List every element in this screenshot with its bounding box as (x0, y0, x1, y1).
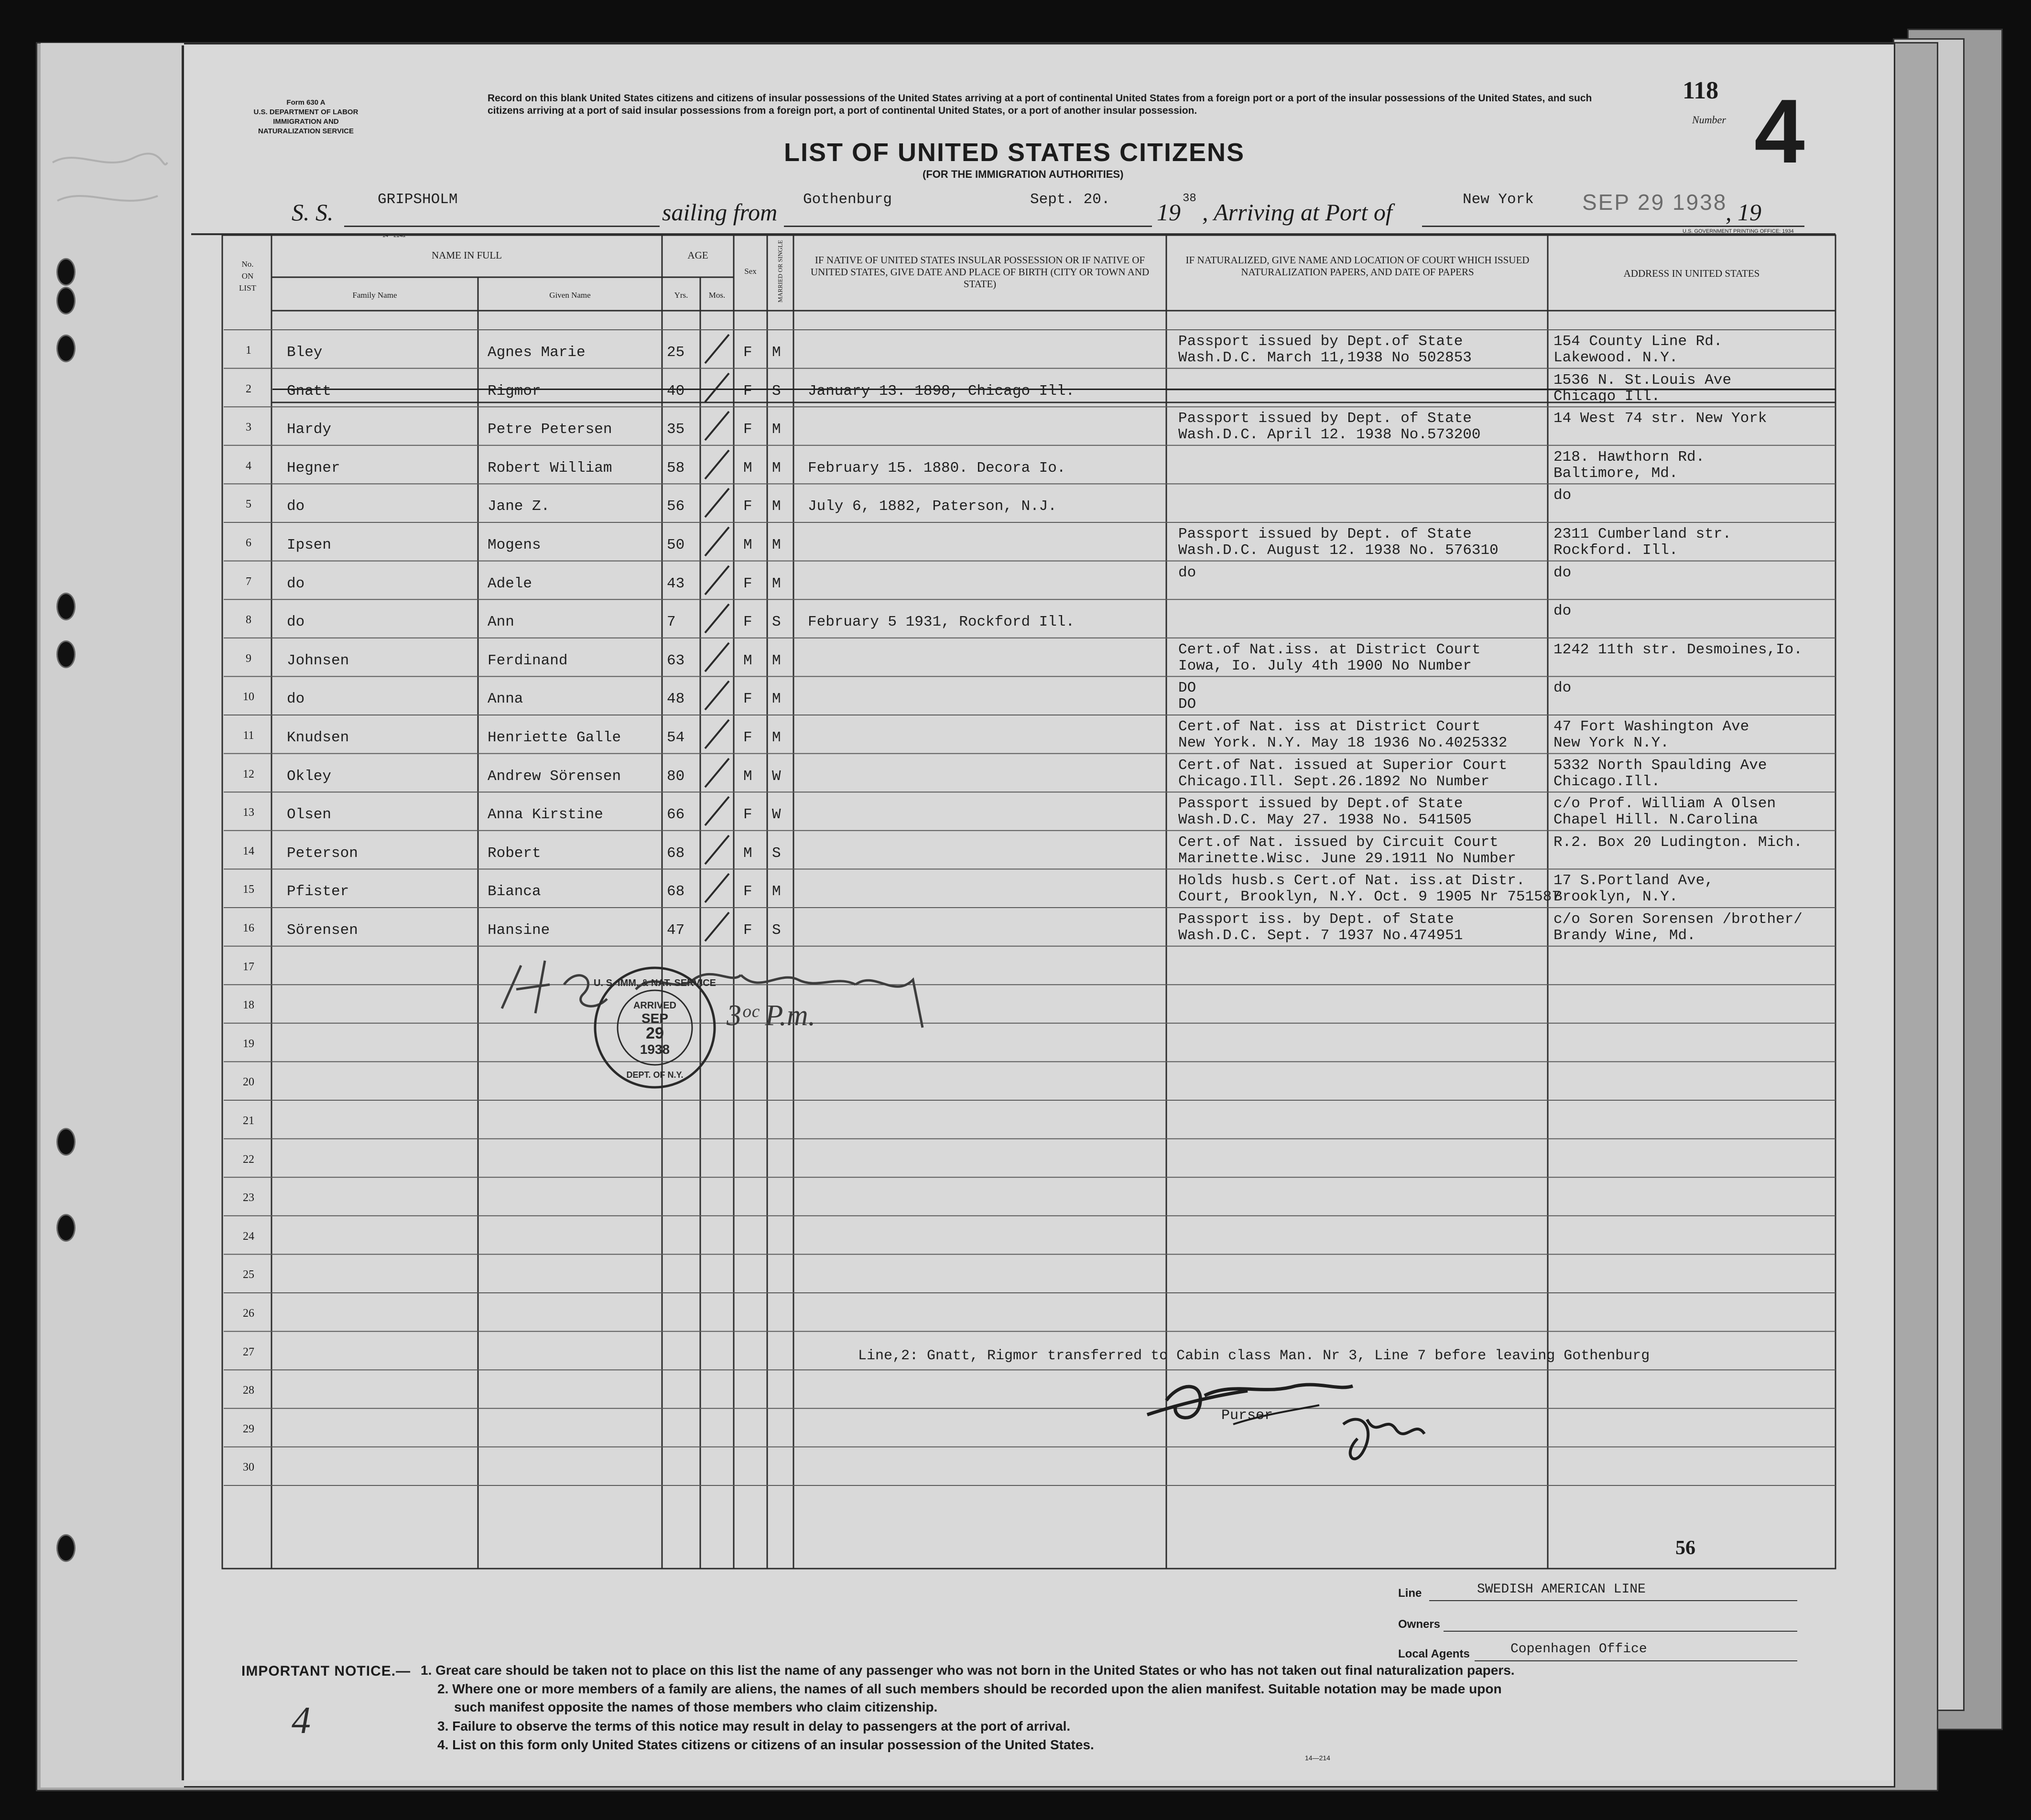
sex: F (743, 575, 752, 592)
notice-3: 3. Failure to observe the terms of this notice may result in delay to passengers at the port of arrival. (437, 1719, 1071, 1733)
notice-2-cont: such manifest opposite the names of those members who claim citizenship. (454, 1700, 938, 1714)
marital-status: M (772, 883, 781, 900)
address-line2: Chicago.Ill. (1553, 773, 1661, 790)
age: 40 (667, 382, 685, 400)
row-number: 22 (243, 1153, 254, 1166)
tick-mark (703, 602, 731, 635)
naturalization-line1: Passport issued by Dept.of State (1178, 795, 1463, 812)
row-number: 11 (243, 729, 254, 742)
ship-name: GRIPSHOLM (378, 191, 458, 208)
birth-info: February 5 1931, Rockford Ill. (808, 614, 1075, 631)
birth-info: July 6, 1882, Paterson, N.J. (808, 498, 1057, 515)
handwritten-number: 4 (292, 1700, 311, 1742)
naturalization-line2: Wash.D.C. April 12. 1938 No.573200 (1178, 426, 1481, 444)
address-line1: 17 S.Portland Ave, (1553, 872, 1714, 889)
row-number: 14 (243, 845, 254, 857)
shipping-line: SWEDISH AMERICAN LINE (1477, 1582, 1646, 1597)
row-number: 15 (243, 883, 254, 896)
naturalization-line1: Cert.of Nat. issued at Superior Court (1178, 757, 1508, 774)
notice-1: 1. Great care should be taken not to place on this list the name of any passenger who was not born in the United States or who has not taken out final naturalization papers. (421, 1663, 1515, 1678)
strike-through-line (272, 389, 1836, 390)
address-line1: do (1553, 603, 1572, 620)
inspector-signature (492, 951, 946, 1047)
naturalization-line2: New York. N.Y. May 18 1936 No.4025332 (1178, 735, 1508, 751)
tick-mark (703, 910, 731, 943)
marital-status: W (772, 768, 781, 785)
tick-mark (703, 448, 731, 481)
stamp-agency: U. S. IMM. & NAT. SERVICE (594, 978, 716, 988)
tick-mark (703, 371, 731, 404)
address-line1: 47 Fort Washington Ave (1553, 718, 1749, 735)
arrival-date-stamp: SEP 29 1938 (1582, 190, 1727, 215)
row-number: 3 (246, 421, 251, 434)
marital-status: M (772, 344, 781, 361)
tick-mark (703, 717, 731, 751)
marital-status: S (772, 922, 781, 939)
family-name: Hardy (287, 421, 332, 438)
col-header-married: MARRIED OR SINGLE (776, 240, 784, 303)
arrival-port: New York (1463, 191, 1534, 208)
age: 7 (667, 614, 676, 631)
family-name: Bley (287, 344, 323, 361)
given-name: Agnes Marie (488, 344, 586, 361)
family-name: do (287, 691, 305, 708)
form-instructions: Record on this blank United States citizens and citizens of insular possessions of the United States arriving at a port of continental United States from a foreign port or a port of the insular possessions of the United States, and such citizens arriving at a port of said insular possessions from a foreign port, a port of continental United States, or a port of another insular possession. (488, 93, 1592, 116)
family-name: Olsen (287, 806, 332, 823)
naturalization-line2: Wash.D.C. August 12. 1938 No. 576310 (1178, 542, 1499, 559)
marital-status: M (772, 575, 781, 592)
sex: F (743, 498, 752, 515)
sex: F (743, 614, 752, 631)
tick-mark (703, 525, 731, 558)
age: 47 (667, 922, 685, 939)
col-header-address: ADDRESS IN UNITED STATES (1623, 268, 1760, 279)
arrival-time-note: 3ᵒᶜ P.m. (727, 999, 816, 1032)
page-subtitle: (FOR THE IMMIGRATION AUTHORITIES) (923, 168, 1124, 180)
address-line2: Lakewood. N.Y. (1553, 349, 1678, 366)
address-line2: Chapel Hill. N.Carolina (1553, 812, 1758, 829)
tick-mark (703, 640, 731, 674)
address-line1: 1242 11th str. Desmoines,Io. (1553, 641, 1803, 658)
col-header-no-line1: No. (241, 260, 254, 269)
sex: M (743, 459, 752, 477)
stamped-page-number: 56 (1675, 1537, 1695, 1559)
col-header-given-name: Given Name (549, 291, 591, 300)
age: 48 (667, 691, 685, 708)
local-agents-label: Local Agents (1398, 1647, 1470, 1660)
given-name: Robert (488, 845, 541, 862)
marital-status: S (772, 382, 781, 400)
tick-mark (703, 833, 731, 867)
address-line1: c/o Prof. William A Olsen (1553, 795, 1776, 812)
given-name: Anna Kirstine (488, 806, 603, 823)
naturalization-line1: Passport issued by Dept.of State (1178, 333, 1463, 350)
list-number: 4 (1754, 81, 1805, 182)
sheet-page-number: 118 (1683, 77, 1719, 104)
naturalization-line2: Iowa, Io. July 4th 1900 No Number (1178, 657, 1472, 674)
marital-status: M (772, 498, 781, 515)
col-header-naturalized: IF NATURALIZED, GIVE NAME AND LOCATION OF COURT WHICH ISSUED NATURALIZATION PAPERS, AND DATE OF PAPERS (1185, 254, 1530, 278)
col-header-no-line2: ON (241, 271, 254, 281)
address-line1: R.2. Box 20 Ludington. Mich. (1553, 834, 1803, 851)
tick-mark (703, 679, 731, 712)
tick-mark (703, 563, 731, 597)
family-name: Ipsen (287, 537, 332, 553)
page-title: LIST OF UNITED STATES CITIZENS (784, 138, 1245, 167)
tick-mark (703, 409, 731, 443)
address-line1: 218. Hawthorn Rd. (1553, 448, 1705, 466)
row-number: 21 (243, 1115, 254, 1127)
marital-status: W (772, 806, 781, 823)
col-header-no (224, 258, 272, 294)
purser-signature (1138, 1362, 1444, 1472)
given-name: Henriette Galle (488, 729, 621, 746)
row-number: 13 (243, 806, 254, 819)
row-number: 25 (243, 1268, 254, 1281)
tick-mark (703, 756, 731, 790)
family-name: Knudsen (287, 729, 349, 746)
sex: M (743, 845, 752, 862)
departure-year: 38 (1183, 192, 1196, 205)
ss-label: S. S. (292, 199, 334, 226)
row-number: 19 (243, 1037, 254, 1050)
punch-hole (56, 1534, 76, 1562)
address-line2: New York N.Y. (1553, 735, 1669, 751)
given-name: Jane Z. (488, 498, 550, 515)
naturalization-line2: Wash.D.C. Sept. 7 1937 No.474951 (1178, 927, 1463, 944)
row-number: 7 (246, 575, 251, 588)
notice-2: 2. Where one or more members of a family are aliens, the names of all such members should be recorded upon the alien manifest. Suitable notation may be made upon (437, 1681, 1502, 1696)
family-name: do (287, 498, 305, 515)
owners-label: Owners (1398, 1618, 1441, 1631)
age: 35 (667, 421, 685, 438)
form-number: Form 630 A (286, 98, 326, 107)
stamp-day: 29 (646, 1024, 664, 1042)
col-header-yrs: Yrs. (674, 291, 688, 300)
given-name: Mogens (488, 537, 541, 553)
naturalization-line1: Cert.of Nat. iss at District Court (1178, 718, 1481, 735)
row-number: 23 (243, 1192, 254, 1204)
age: 68 (667, 883, 685, 900)
punch-hole (56, 593, 76, 620)
given-name: Petre Petersen (488, 421, 612, 438)
punch-hole (56, 640, 76, 668)
naturalization-line1: Passport issued by Dept. of State (1178, 410, 1472, 427)
address-line2: Brooklyn, N.Y. (1553, 888, 1678, 906)
col-header-birth: IF NATIVE OF UNITED STATES INSULAR POSSESSION OR IF NATIVE OF UNITED STATES, GIVE DATE AND PLACE OF BIRTH (CITY OR TOWN AND STATE) (810, 254, 1150, 290)
sex: F (743, 421, 752, 438)
sex: F (743, 806, 752, 823)
marital-status: M (772, 537, 781, 553)
departure-port: Gothenburg (803, 191, 892, 208)
row-number: 18 (243, 999, 254, 1012)
footer-form-code: 14—214 (1305, 1754, 1330, 1762)
family-name: Okley (287, 768, 332, 785)
transfer-note: Line,2: Gnatt, Rigmor transferred to Cabin class Man. Nr 3, Line 7 before leaving Gothenburg (858, 1348, 1650, 1364)
age: 54 (667, 729, 685, 746)
address-line2: Brandy Wine, Md. (1553, 927, 1696, 944)
arrival-stamp (590, 963, 719, 1092)
marital-status: S (772, 845, 781, 862)
year-prefix: 19 (1157, 199, 1181, 226)
sailing-from-label: sailing from (662, 199, 778, 226)
col-header-sex: Sex (744, 267, 757, 276)
row-number: 24 (243, 1230, 254, 1243)
address-line1: do (1553, 680, 1572, 697)
age: 58 (667, 459, 685, 477)
age: 56 (667, 498, 685, 515)
naturalization-line1: Passport iss. by Dept. of State (1178, 911, 1454, 928)
row-number: 29 (243, 1422, 254, 1435)
sex: F (743, 382, 752, 400)
row-number: 6 (246, 537, 251, 549)
printing-office: U.S. GOVERNMENT PRINTING OFFICE: 1934 (1683, 228, 1794, 234)
row-number: 16 (243, 922, 254, 934)
address-line2: Rockford. Ill. (1553, 542, 1678, 559)
notice-4: 4. List on this form only United States citizens or citizens of an insular possession of the United States. (437, 1737, 1094, 1752)
punch-hole (56, 1128, 76, 1156)
row-number: 26 (243, 1307, 254, 1320)
arriving-label: , Arriving at Port of (1202, 199, 1392, 226)
punch-hole (56, 1214, 76, 1242)
naturalization-line2: Wash.D.C. March 11,1938 No 502853 (1178, 349, 1472, 366)
marital-status: M (772, 691, 781, 708)
tick-mark (703, 486, 731, 520)
sex: M (743, 652, 752, 669)
naturalization-line1: DO (1178, 680, 1196, 697)
stamp-month: SEP (641, 1011, 669, 1026)
tick-mark (703, 871, 731, 905)
age: 63 (667, 652, 685, 669)
punch-hole (56, 335, 76, 362)
family-name: Gnatt (287, 382, 332, 400)
age: 68 (667, 845, 685, 862)
family-name: Sörensen (287, 922, 358, 939)
row-number: 17 (243, 960, 254, 973)
age: 25 (667, 344, 685, 361)
family-name: do (287, 614, 305, 631)
form-code: 14—214a (382, 233, 405, 238)
family-name: do (287, 575, 305, 592)
stamp-year: 1938 (640, 1042, 670, 1057)
row-number: 8 (246, 614, 251, 627)
tick-mark (703, 794, 731, 828)
family-name: Johnsen (287, 652, 349, 669)
family-name: Pfister (287, 883, 349, 900)
birth-info: January 13. 1898, Chicago Ill. (808, 382, 1075, 400)
address-line1: c/o Soren Sorensen /brother/ (1553, 911, 1803, 928)
sex: F (743, 344, 752, 361)
age: 80 (667, 768, 685, 785)
local-agents-value: Copenhagen Office (1510, 1642, 1647, 1657)
sex: M (743, 537, 752, 553)
marital-status: M (772, 652, 781, 669)
year-blank: , 19 (1726, 199, 1761, 226)
department-name: U.S. DEPARTMENT OF LABOR (253, 108, 358, 116)
address-line1: 154 County Line Rd. (1553, 333, 1723, 350)
family-name: Hegner (287, 459, 340, 477)
given-name: Adele (488, 575, 532, 592)
row-number: 30 (243, 1461, 254, 1474)
given-name: Anna (488, 691, 523, 708)
row-number: 28 (243, 1384, 254, 1397)
age: 50 (667, 537, 685, 553)
naturalization-line2: DO (1178, 696, 1196, 713)
line-label: Line (1398, 1587, 1422, 1600)
col-header-age: AGE (687, 249, 708, 261)
given-name: Rigmor (488, 382, 541, 400)
address-line1: 1536 N. St.Louis Ave (1553, 371, 1732, 389)
col-header-family-name: Family Name (352, 291, 397, 300)
row-number: 5 (246, 498, 251, 511)
birth-info: February 15. 1880. Decora Io. (808, 459, 1066, 477)
address-line1: 2311 Cumberland str. (1553, 526, 1732, 542)
col-header-no-line3: LIST (239, 283, 256, 292)
punch-hole (56, 287, 76, 314)
naturalization-line2: Wash.D.C. May 27. 1938 No. 541505 (1178, 812, 1472, 829)
marital-status: M (772, 421, 781, 438)
marital-status: M (772, 729, 781, 746)
sex: F (743, 922, 752, 939)
stamp-arrived: ARRIVED (633, 1000, 677, 1011)
number-label: Number (1692, 114, 1726, 126)
naturalization-line1: Holds husb.s Cert.of Nat. iss.at Distr. (1178, 872, 1525, 889)
address-line1: 5332 North Spaulding Ave (1553, 757, 1767, 774)
departure-date: Sept. 20. (1030, 191, 1110, 208)
naturalization-line1: do (1178, 564, 1196, 581)
given-name: Robert William (488, 459, 612, 477)
address-line1: do (1553, 564, 1572, 581)
address-line1: do (1553, 487, 1572, 504)
punch-hole (56, 258, 76, 286)
age: 43 (667, 575, 685, 592)
row-number: 27 (243, 1345, 254, 1358)
col-header-name: NAME IN FULL (432, 249, 502, 261)
given-name: Ferdinand (488, 652, 568, 669)
sex: F (743, 729, 752, 746)
address-line1: 14 West 74 str. New York (1553, 410, 1767, 427)
stamp-dept: DEPT. OF N.Y. (626, 1070, 684, 1080)
family-name: Peterson (287, 845, 358, 862)
address-line2: Baltimore, Md. (1553, 465, 1678, 482)
row-number: 4 (246, 459, 251, 472)
given-name: Ann (488, 614, 514, 631)
given-name: Andrew Sörensen (488, 768, 621, 785)
sex: F (743, 883, 752, 900)
margin-bleedthrough (48, 143, 172, 229)
service-name-line2: NATURALIZATION SERVICE (258, 127, 354, 135)
notice-heading: IMPORTANT NOTICE.— (241, 1663, 411, 1679)
marital-status: M (772, 459, 781, 477)
purser-label: Purser (1221, 1408, 1273, 1424)
row-number: 12 (243, 768, 254, 780)
sex: M (743, 768, 752, 785)
given-name: Bianca (488, 883, 541, 900)
col-header-mos: Mos. (708, 291, 726, 300)
naturalization-line2: Court, Brooklyn, N.Y. Oct. 9 1905 Nr 751587 (1178, 888, 1561, 906)
naturalization-line1: Cert.of Nat. issued by Circuit Court (1178, 834, 1499, 851)
row-number: 20 (243, 1076, 254, 1089)
form-id (234, 98, 378, 136)
tick-mark (703, 332, 731, 366)
naturalization-line2: Chicago.Ill. Sept.26.1892 No Number (1178, 773, 1490, 790)
given-name: Hansine (488, 922, 550, 939)
marital-status: S (772, 614, 781, 631)
row-number: 2 (246, 382, 251, 395)
address-line2: Chicago Ill. (1553, 388, 1661, 405)
row-number: 1 (246, 344, 251, 357)
naturalization-line1: Cert.of Nat.iss. at District Court (1178, 641, 1481, 658)
naturalization-line1: Passport issued by Dept. of State (1178, 526, 1472, 542)
naturalization-line2: Marinette.Wisc. June 29.1911 No Number (1178, 850, 1516, 867)
row-number: 10 (243, 691, 254, 704)
sex: F (743, 691, 752, 708)
age: 66 (667, 806, 685, 823)
service-name-line1: IMMIGRATION AND (273, 118, 339, 126)
row-number: 9 (246, 652, 251, 665)
